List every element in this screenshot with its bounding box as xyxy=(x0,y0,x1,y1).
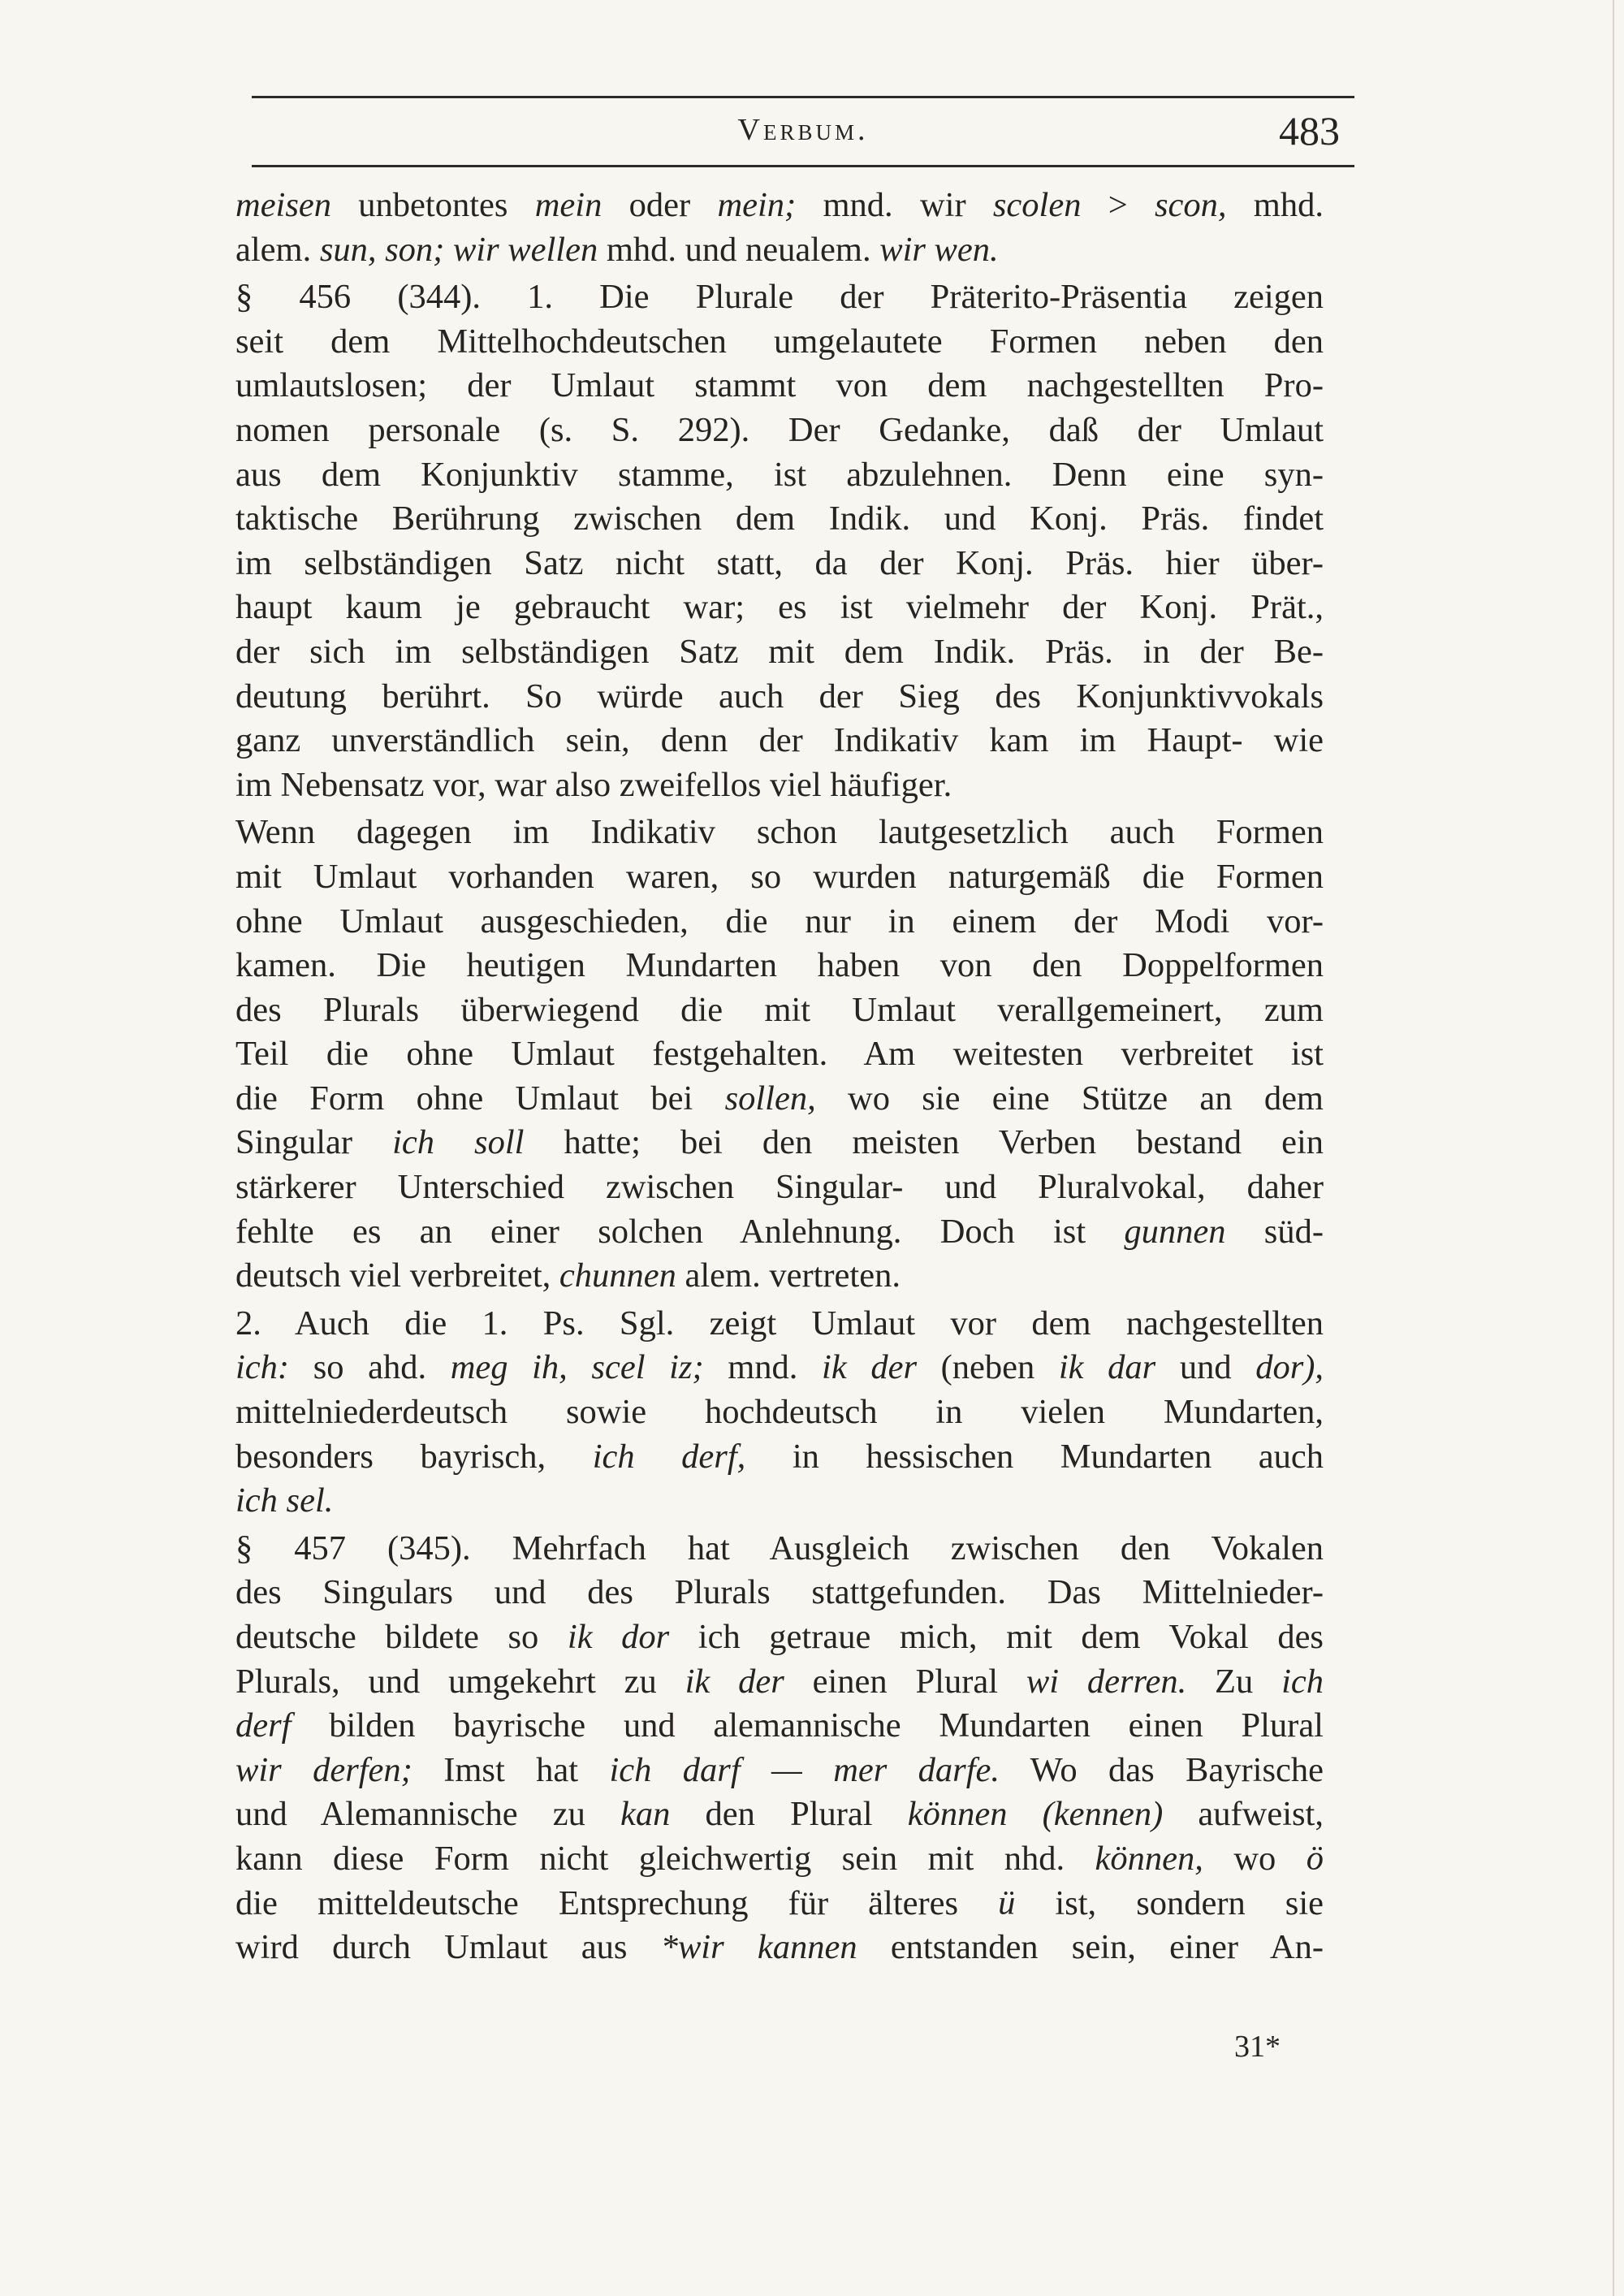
text-run: im selbständigen Satz nicht statt, da der Konj. Präs. hier über- xyxy=(235,543,1324,582)
text-run: der sich im selbständigen Satz mit dem Indik. Präs. in der Be- xyxy=(235,632,1324,671)
header-rule-top xyxy=(252,96,1354,98)
text-run: stärkerer Unterschied zwischen Singular- und Pluralvokal, daher xyxy=(235,1168,1324,1207)
text-run: mnd. wir xyxy=(796,186,993,224)
text-line xyxy=(235,1704,1324,1749)
italic-text: ü xyxy=(998,1883,1016,1922)
text-run: aus dem Konjunktiv stamme, ist abzulehnen. Denn eine syn- xyxy=(235,455,1324,494)
text-run: fehlte es an einer solchen Anlehnung. Doch ist xyxy=(235,1212,1125,1251)
page-edge-shadow xyxy=(1613,0,1614,2296)
text-line xyxy=(235,763,1324,808)
italic-text: derf xyxy=(235,1706,292,1745)
text-run: taktische Berührung zwischen dem Indik. und Konj. Präs. findet xyxy=(235,499,1324,538)
italic-text: ich darf — mer darfe. xyxy=(609,1750,1000,1789)
text-line xyxy=(235,1792,1324,1837)
text-run: seit dem Mittelhochdeutschen umgelautete Formen neben den xyxy=(235,322,1324,361)
text-line xyxy=(235,1435,1324,1480)
text-run: so ahd. xyxy=(289,1348,451,1387)
text-run: ich getraue mich, mit dem Vokal des xyxy=(669,1618,1324,1656)
text-run: ist, sondern sie xyxy=(1015,1883,1324,1922)
italic-text: ich sel. xyxy=(235,1481,334,1520)
italic-text: meg ih, scel iz; xyxy=(450,1348,704,1387)
italic-text: wir wellen xyxy=(452,230,598,269)
text-line xyxy=(235,1165,1324,1210)
italic-text: ich xyxy=(1281,1662,1324,1701)
text-run: mit Umlaut vorhanden waren, so wurden naturgemäß die Formen xyxy=(235,857,1324,896)
italic-text: ik der xyxy=(685,1662,784,1701)
italic-text: chunnen xyxy=(559,1256,676,1295)
printer-signature: 31* xyxy=(1234,2030,1281,2064)
text-line xyxy=(235,630,1324,675)
text-line xyxy=(235,1479,1324,1524)
text-run: den Plural xyxy=(670,1795,908,1834)
text-line xyxy=(235,1210,1324,1255)
text-run: einen Plural xyxy=(784,1662,1026,1701)
text-line xyxy=(235,586,1324,630)
text-line xyxy=(235,228,1324,273)
text-run: Imst hat xyxy=(412,1750,610,1789)
text-run: haupt kaum je gebraucht war; es ist vielmehr der Konj. Prät., xyxy=(235,588,1324,627)
italic-text: wi derren. xyxy=(1026,1662,1187,1701)
italic-text: meisen xyxy=(235,186,332,224)
text-run: mnd. xyxy=(703,1348,823,1387)
text-run: und Alemannische zu xyxy=(235,1795,621,1834)
text-run: die Form ohne Umlaut bei xyxy=(235,1079,725,1118)
text-run: umlautslosen; der Umlaut stammt von dem nachgestellten Pro- xyxy=(235,366,1324,405)
italic-text: kan xyxy=(620,1795,671,1834)
text-line xyxy=(235,453,1324,498)
italic-text: ich derf, xyxy=(592,1437,746,1476)
italic-text: dor), xyxy=(1255,1348,1324,1387)
text-line xyxy=(235,1346,1324,1390)
text-line xyxy=(235,811,1324,855)
italic-text: ich soll xyxy=(392,1123,525,1162)
text-run: und xyxy=(1155,1348,1256,1387)
text-run: deutsche bildete so xyxy=(235,1618,568,1656)
text-line xyxy=(235,184,1324,228)
text-run: kamen. Die heutigen Mundarten haben von den Doppelformen xyxy=(235,946,1324,985)
text-line xyxy=(235,1660,1324,1705)
text-run: Singular xyxy=(235,1123,393,1162)
text-line xyxy=(235,275,1324,320)
text-line xyxy=(235,364,1324,409)
text-line xyxy=(235,1571,1324,1615)
text-run: § 457 (345). Mehrfach hat Ausgleich zwischen den Vokalen xyxy=(235,1529,1324,1567)
text-run: die mitteldeutsche Entsprechung für älteres xyxy=(235,1883,999,1922)
italic-text: mein xyxy=(534,186,603,224)
italic-text: sollen, xyxy=(724,1079,816,1118)
italic-text: wir wen. xyxy=(879,230,999,269)
text-run: mhd. xyxy=(1226,186,1324,224)
italic-text: *wir kannen xyxy=(660,1928,857,1967)
italic-text: können, xyxy=(1095,1839,1203,1878)
text-run: kann diese Form nicht gleichwertig sein mit nhd. xyxy=(235,1839,1095,1878)
text-line xyxy=(235,900,1324,945)
running-title: Verbum. xyxy=(737,113,869,147)
text-run: deutsch viel verbreitet, xyxy=(235,1256,559,1295)
text-line xyxy=(235,1615,1324,1660)
text-run: mhd. und neualem. xyxy=(598,230,880,269)
italic-text: können (kennen) xyxy=(907,1795,1164,1834)
italic-text: sun, son; xyxy=(319,230,445,269)
text-run xyxy=(444,231,453,269)
text-line xyxy=(235,944,1324,988)
text-run: unbetontes xyxy=(331,186,535,224)
text-run: des Singulars und des Plurals stattgefunden. Das Mittelnieder- xyxy=(235,1573,1324,1612)
text-line xyxy=(235,1882,1324,1926)
text-line xyxy=(235,855,1324,900)
text-run: des Plurals überwiegend die mit Umlaut verallgemeinert, zum xyxy=(235,990,1324,1029)
page-number: 483 xyxy=(1279,108,1340,153)
text-run: § 456 (344). 1. Die Plurale der Präterito-Präsentia zeigen xyxy=(235,278,1324,317)
text-run: mittelniederdeutsch sowie hochdeutsch in vielen Mundarten, xyxy=(235,1393,1324,1432)
text-run: entstanden sein, einer An- xyxy=(857,1928,1324,1967)
italic-text: ich: xyxy=(235,1348,290,1387)
body-text xyxy=(235,184,1324,1970)
text-run: 2. Auch die 1. Ps. Sgl. zeigt Umlaut vor dem nachgestellten xyxy=(235,1304,1324,1343)
text-line xyxy=(235,1926,1324,1970)
text-run: wo sie eine Stütze an dem xyxy=(815,1079,1324,1118)
text-run: alem. xyxy=(235,230,320,269)
text-run: aufweist, xyxy=(1163,1795,1324,1834)
text-run: nomen personale (s. S. 292). Der Gedanke, daß der Umlaut xyxy=(235,410,1324,449)
text-run: (neben xyxy=(917,1348,1059,1387)
text-run: ganz unverständlich sein, denn der Indikativ kam im Haupt- wie xyxy=(235,721,1324,760)
header-rule-bottom xyxy=(252,165,1354,167)
italic-text: ik dar xyxy=(1058,1348,1156,1387)
text-run: Plurals, und umgekehrt zu xyxy=(235,1662,685,1701)
text-line xyxy=(235,542,1324,586)
text-line xyxy=(235,320,1324,365)
text-run: Zu xyxy=(1186,1662,1282,1701)
text-run: oder xyxy=(602,186,718,224)
text-run: in hessischen Mundarten auch xyxy=(745,1437,1324,1476)
text-line xyxy=(235,409,1324,453)
running-head xyxy=(252,107,1354,156)
text-line xyxy=(235,1390,1324,1435)
text-line xyxy=(235,1121,1324,1165)
text-run: deutung berührt. So würde auch der Sieg des Konjunktivvokals xyxy=(235,677,1324,716)
text-run: süd- xyxy=(1225,1212,1324,1251)
text-run: bilden bayrische und alemannische Mundarten einen Plural xyxy=(291,1706,1324,1745)
italic-text: scon, xyxy=(1155,186,1227,224)
text-run: Teil die ohne Umlaut festgehalten. Am weitesten verbreitet ist xyxy=(235,1035,1324,1074)
text-line xyxy=(235,1837,1324,1882)
text-run: Wo das Bayrische xyxy=(1000,1750,1324,1789)
text-run: alem. vertreten. xyxy=(676,1256,901,1295)
text-run: ohne Umlaut ausgeschieden, die nur in einem der Modi vor- xyxy=(235,902,1324,940)
text-line xyxy=(235,1527,1324,1572)
italic-text: wir derfen; xyxy=(235,1750,412,1789)
text-line xyxy=(235,1302,1324,1347)
italic-text: ö xyxy=(1306,1839,1324,1878)
text-line xyxy=(235,719,1324,763)
text-line xyxy=(235,1077,1324,1122)
italic-text: scolen xyxy=(992,186,1082,224)
italic-text: mein; xyxy=(717,186,797,224)
text-line xyxy=(235,1749,1324,1793)
text-line xyxy=(235,988,1324,1033)
text-run: > xyxy=(1081,186,1155,224)
text-line xyxy=(235,675,1324,720)
italic-text: ik der xyxy=(822,1348,917,1387)
text-line xyxy=(235,1032,1324,1077)
text-line xyxy=(235,497,1324,542)
italic-text: ik dor xyxy=(567,1618,670,1656)
text-run: hatte; bei den meisten Verben bestand ein xyxy=(524,1123,1324,1162)
text-line xyxy=(235,1254,1324,1299)
text-run: wird durch Umlaut aus xyxy=(235,1928,661,1967)
italic-text: gunnen xyxy=(1124,1212,1226,1251)
text-run: besonders bayrisch, xyxy=(235,1437,593,1476)
text-run: wo xyxy=(1203,1839,1307,1878)
text-run: Wenn dagegen im Indikativ schon lautgesetzlich auch Formen xyxy=(235,813,1324,852)
text-run: im Nebensatz vor, war also zweifellos viel häufiger. xyxy=(235,765,952,804)
